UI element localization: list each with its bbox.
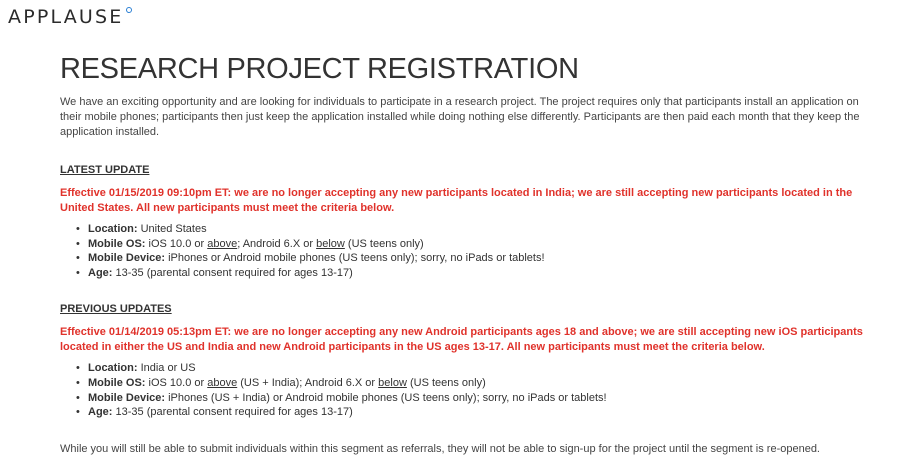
criteria-value: iPhones (US + India) or Android mobile phones (US teens only); sorry, no iPads or tablets! (168, 391, 607, 404)
list-item (76, 251, 880, 266)
above-link[interactable]: above (207, 376, 238, 389)
logo-ring-icon (126, 7, 132, 13)
previous-criteria-list (76, 361, 880, 419)
previous-updates-heading: PREVIOUS UPDATES (60, 303, 172, 316)
above-link[interactable]: above (207, 237, 238, 250)
latest-update-heading: LATEST UPDATE (60, 164, 150, 176)
logo-text: APPLAUSE (8, 6, 124, 28)
list-item (76, 391, 880, 406)
list-item (76, 405, 880, 420)
criteria-value: (US teens only) (409, 376, 486, 389)
criteria-value: 13-35 (parental consent required for ages 13-17) (115, 406, 353, 419)
latest-update-alert: Effective 01/15/2019 09:10pm ET: we are no longer accepting any new participants located in India; we are still accepting new participants located in the United States. All new participants must meet the criteria below. (60, 187, 853, 214)
criteria-label: Mobile Device: (88, 252, 166, 265)
criteria-value: (US teens only) (347, 237, 424, 250)
criteria-value: iOS 10.0 or (148, 237, 205, 250)
criteria-label: Age: (88, 266, 113, 279)
applause-logo[interactable] (8, 6, 132, 28)
criteria-value: United States (140, 223, 207, 235)
latest-update-section (60, 163, 880, 280)
criteria-label: Mobile OS: (88, 237, 146, 250)
list-item (76, 376, 880, 391)
intro-paragraph: We have an exciting opportunity and are looking for individuals to participate in a research project. The project requires only that participants install an application on their mobile phones; participants then just keep the application installed while doing nothing else differently. Participants are then paid each month that they keep the application installed. (60, 96, 860, 138)
previous-updates-section (60, 302, 880, 419)
below-link[interactable]: below (316, 237, 345, 250)
list-item (76, 237, 880, 252)
criteria-value: iPhones or Android mobile phones (US teens only); sorry, no iPads or tablets! (168, 252, 545, 265)
page-title: RESEARCH PROJECT REGISTRATION (60, 53, 579, 85)
previous-update-alert: Effective 01/14/2019 05:13pm ET: we are no longer accepting any new Android participants ages 18 and above; we are still accepting new iOS participants located in either the US and India and new Android participants in the US ages 13-17. All new participants must meet the criteria below. (60, 326, 863, 354)
criteria-value: ; Android 6.X or (237, 237, 314, 250)
criteria-value: 13-35 (parental consent required for ages 13-17) (115, 266, 353, 279)
below-link[interactable]: below (378, 376, 407, 389)
criteria-label: Location: (88, 223, 138, 235)
criteria-value: (US + India); Android 6.X or (240, 376, 376, 389)
list-item (76, 266, 880, 281)
criteria-label: Location: (88, 362, 138, 375)
list-item (76, 361, 880, 376)
main-content (60, 52, 880, 457)
referral-note: While you will still be able to submit individuals within this segment as referrals, they will not be able to sign-up for the project until the segment is re-opened. (60, 442, 820, 455)
criteria-value: India or US (140, 362, 196, 375)
list-item (76, 222, 880, 237)
latest-criteria-list (76, 222, 880, 280)
criteria-value: iOS 10.0 or (148, 376, 205, 389)
criteria-label: Mobile Device: (88, 391, 166, 404)
criteria-label: Age: (88, 406, 113, 419)
criteria-label: Mobile OS: (88, 376, 146, 389)
